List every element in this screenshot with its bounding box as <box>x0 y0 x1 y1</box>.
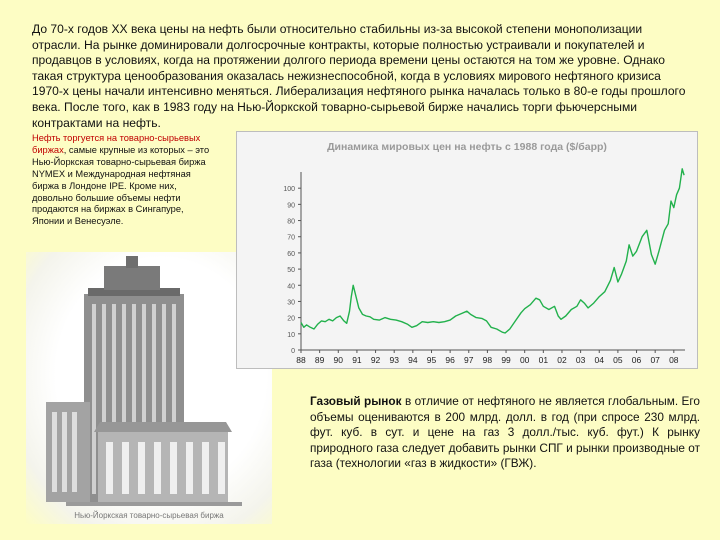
y-tick-label: 60 <box>287 250 295 258</box>
x-tick-label: 97 <box>464 355 474 365</box>
plot-lines <box>301 169 684 333</box>
x-tick-label: 02 <box>557 355 567 365</box>
x-tick-label: 92 <box>370 355 381 365</box>
gas-market-text <box>310 394 700 472</box>
oil-price-chart <box>236 131 698 369</box>
y-tick-label: 0 <box>291 348 295 355</box>
x-tick-label: 89 <box>314 355 325 365</box>
intro-paragraph: До 70-х годов XX века цены на нефть были относительно стабильны из-за высокой степени монополизации отрасли. На рынке доминировали долгосрочные контракты, которые полностью устраивали и покупателей и продавцов в условиях, когда на протяжении долгого периода времени цены остаются на том же уровне. Однако такая структура ценообразования оказалась нежизнеспособной, когда в условиях мирового нефтяного кризиса 1970-х цены начали интенсивно меняться. Либерализация нефтяного рынка началась только в 80-е годы прошлого века. После того, как в 1983 году на Нью-Йоркской товарно-сырьевой бирже начались торги фьючерсными контрактами на нефть. <box>32 22 686 130</box>
y-tick-label: 40 <box>287 283 295 291</box>
exchange-note <box>32 133 214 228</box>
x-tick-label: 96 <box>445 355 455 365</box>
x-tick-label: 91 <box>352 355 362 365</box>
x-tick-label: 90 <box>333 355 344 365</box>
y-tick-label: 20 <box>287 315 295 323</box>
x-tick-label: 98 <box>482 355 493 365</box>
x-tick-label: 95 <box>426 355 437 365</box>
exchange-note-text: , самые крупные из которых – это Нью-Йоркская товарно-сырьевая биржа NYMEX и Международная нефтяная биржа в Лондоне IPE. Кроме них, довольно большие объемы нефти продаются на биржах в Сингапуре, Японии и Венесуэле. <box>32 144 210 227</box>
tower-spire <box>126 256 138 268</box>
x-tick-label: 94 <box>408 355 418 365</box>
x-tick-label: 08 <box>669 355 679 365</box>
y-tick-label: 80 <box>287 218 295 226</box>
gas-market-body: в отличие от нефтяного не является глобальным. Его объемы оцениваются в 200 млрд. долл. в год (при спросе 230 млрд. фут. куб. в сут. и цене на газ 3 долл./тыс. куб. фут.) К рынку природного газа следует добавить рынки СПГ и рынки производные от газа (технологии «газ в жидкости» (ГВЖ). <box>310 394 700 471</box>
gas-market-lead: Газовый рынок <box>310 394 402 408</box>
x-tick-label: 05 <box>613 355 623 365</box>
street-line <box>66 502 242 506</box>
x-tick-label: 88 <box>296 355 306 365</box>
side-windows <box>52 412 77 492</box>
x-tick-label: 93 <box>389 355 399 365</box>
intro-text-block <box>32 22 692 131</box>
y-tick-label: 30 <box>287 299 295 307</box>
chart-svg <box>237 132 697 368</box>
y-tick-label: 100 <box>283 186 295 194</box>
x-tick-label: 06 <box>631 355 642 365</box>
y-tick-label: 70 <box>287 234 295 242</box>
x-tick-label: 00 <box>519 355 530 365</box>
x-tick-label: 03 <box>575 355 586 365</box>
series-line <box>301 169 684 333</box>
chart-title: Динамика мировых цен на нефть с 1988 года ($/барр) <box>327 141 607 153</box>
y-tick-label: 10 <box>287 331 295 339</box>
colonnade-pediment <box>94 422 232 432</box>
x-tick-label: 99 <box>501 355 511 365</box>
x-tick-label: 04 <box>594 355 604 365</box>
exchange-note-highlight: Нефть торгуется на товарно-сырьевых биржах <box>32 133 201 155</box>
y-tick-label: 90 <box>287 202 295 210</box>
y-axis <box>283 172 301 355</box>
tower-crown <box>104 266 160 290</box>
y-tick-label: 50 <box>287 267 295 275</box>
x-tick-label: 01 <box>538 355 549 365</box>
x-axis <box>296 350 685 365</box>
photo-caption: Нью-Йоркская товарно-сырьевая биржа <box>74 511 224 520</box>
x-tick-label: 07 <box>650 355 660 365</box>
